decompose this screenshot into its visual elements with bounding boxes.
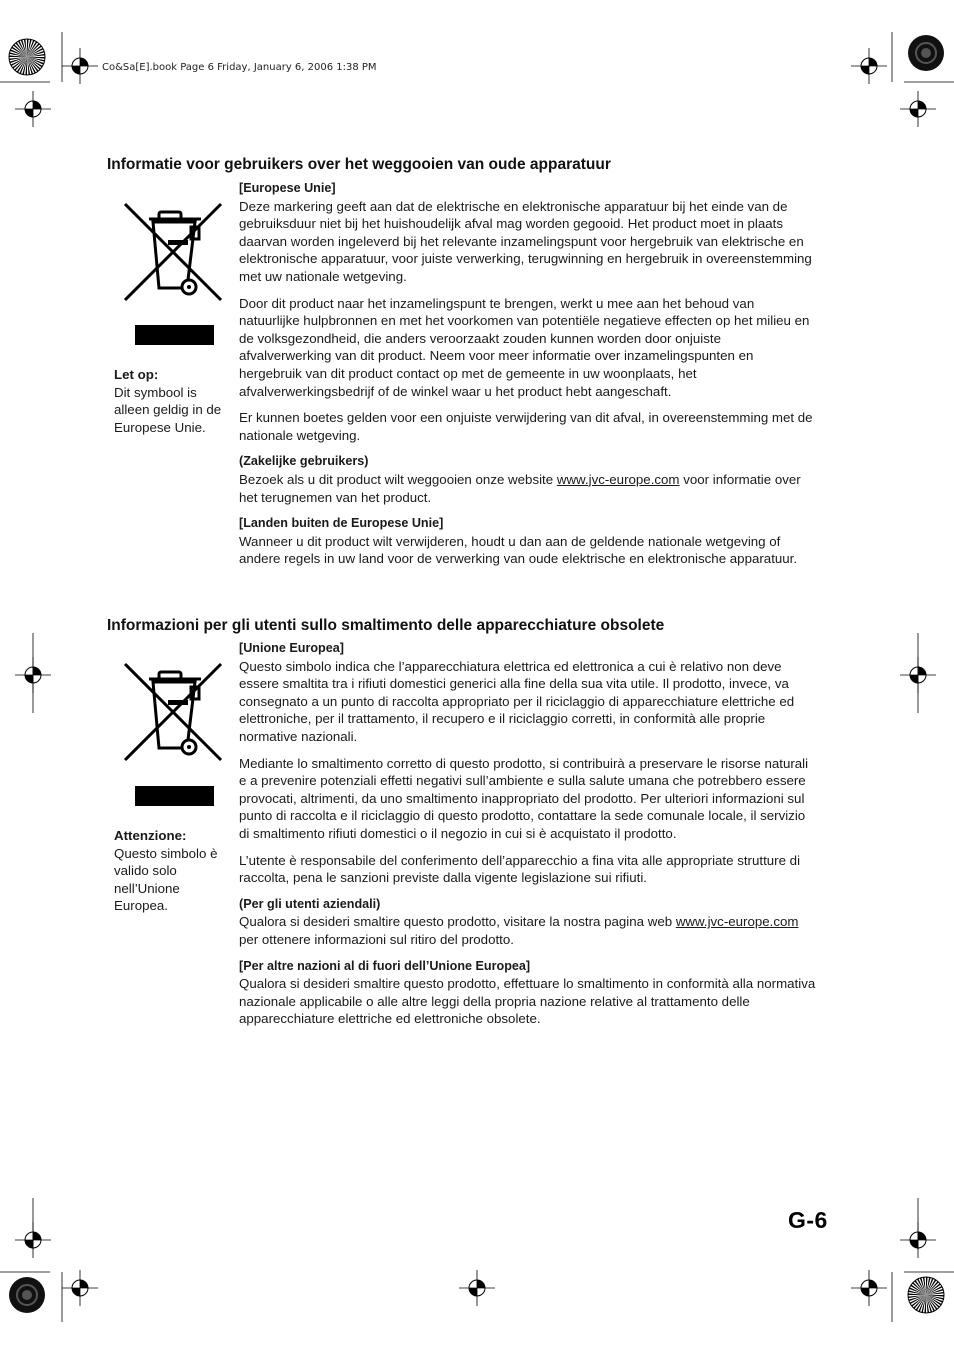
eu-heading: [Europese Unie] [239,181,336,195]
outside-eu-paragraph: Qualora si desideri smaltire questo prodotto, effettuare lo smaltimento in conformità alla normativa nazionale applicabile o alle altre leggi della propria nazione relative al trattamento delle apparecchiature elettriche ed elettroniche obsolete. [239,976,816,1027]
page-number: G-6 [788,1207,828,1233]
note-head: Attenzione: [114,828,187,843]
outside-eu-heading: [Landen buiten de Europese Unie] [239,516,444,531]
section-title-it: Informazioni per gli utenti sullo smaltimento delle apparecchiature obsolete [107,617,665,634]
outside-eu-paragraph: Wanneer u dit product wilt verwijderen, houdt u dan aan de geldende nationale wetgeving of andere regels in uw land voor de verwerking van oude elektrische en elektronische apparatuur. [239,533,798,567]
eu-paragraph-1: Deze markering geeft aan dat de elektrische en elektronische apparatuur bij het einde van de gebruiksduur niet bij het huishoudelijk afval mag worden gegooid. Het product moet in plaats daarvan worden ingeleverd bij het relevante inzamelingspunt voor hergebruik van elektrische en elektronische apparatuur, voor juiste verwerking, terugwinning en hergebruik in overeenstemming met uw nationale wetgeving. [239,198,812,284]
business-heading: (Per gli utenti aziendali) [239,896,381,911]
business-heading: (Zakelijke gebruikers) [239,454,369,469]
crossed-out-wheelie-bin-icon [121,200,225,309]
business-text-post: per ottenere informazioni sul ritiro del prodotto. [239,931,514,947]
business-text-post: voor informatie over het terugnemen van het product. [239,471,801,505]
eu-paragraph-1: Questo simbolo indica che l’apparecchiatura elettrica ed elettronica a cui è relativo non deve essere smaltita tra i rifiuti domestici generici alla fine della sua vita utile. Il prodotto, invece, va consegnato a un punto di raccolta appropriato per il riciclaggio di apparecchiature elettriche ed elettroniche, per il trattamento, il recupero e il riciclaggio corretti, in conformità alle proprie normative nazionali. [239,658,795,744]
side-note-nl [114,366,232,436]
print-header: Co&Sa[E].book Page 6 Friday, January 6, 2006 1:38 PM [102,62,377,73]
business-block [239,896,817,949]
section-title-nl: Informatie voor gebruikers over het weggooien van oude apparatuur [107,156,611,173]
website-link[interactable]: www.jvc-europe.com [556,471,680,487]
symbol-bar [135,786,214,806]
text-column-it [239,640,817,1028]
symbol-bar [135,325,214,345]
outside-eu-heading: [Per altre nazioni al di fuori dell’Unione Europea] [239,958,531,973]
eu-paragraph-2: Mediante lo smaltimento corretto di questo prodotto, si contribuirà a preservare le risorse naturali e a prevenire potenziali effetti negativi sull’ambiente e sulla salute umana che potrebbero essere provocati, altrimenti, da uno smaltimento inappropriato del prodotto. Per ulteriori informazioni sul punto di raccolta e il riciclaggio di questo prodotto, contattare la sede comunale locale, il servizio di smaltimento rifiuti domestici o il negozio in cui si è acquistato il prodotto. [239,755,809,841]
side-note-it [114,827,232,915]
business-text-pre: Qualora si desideri smaltire questo prodotto, visitare la nostra pagina web [239,914,676,930]
note-body: Questo simbolo è valido solo nell’Unione Europea. [114,845,218,914]
note-body: Dit symbool is alleen geldig in de Europese Unie. [114,384,222,435]
text-column-nl [239,180,817,568]
business-text-pre: Bezoek als u dit product wilt weggooien onze website [239,471,557,487]
note-head: Let op: [114,367,159,382]
eu-heading: [Unione Europea] [239,641,344,655]
eu-paragraph-2: Door dit product naar het inzamelingspunt te brengen, werkt u mee aan het behoud van natuurlijke hulpbronnen en met het voorkomen van potentiële negatieve effecten op het milieu en de volksgezondheid, die anders veroorzaakt zouden kunnen worden door onjuiste afvalverwerking van dit product. Neem voor meer informatie over inzamelingspunten en hergebruik van dit product contact op met de gemeente in uw woonplaats, het afvalverwerkingsbedrijf of de winkel waar u het product hebt aangeschaft. [239,295,810,399]
website-link[interactable]: www.jvc-europe.com [675,914,799,930]
crossed-out-wheelie-bin-icon [121,660,225,769]
eu-paragraph-3: Er kunnen boetes gelden voor een onjuiste verwijdering van dit afval, in overeenstemming met de nationale wetgeving. [239,410,813,443]
eu-paragraph-3: L’utente è responsabile del conferimento dell’apparecchio a fina vita alle appropriate strutture di raccolta, pena le sanzioni previste dalla vigente legislazione sui rifiuti. [239,852,801,886]
business-block [239,453,817,506]
